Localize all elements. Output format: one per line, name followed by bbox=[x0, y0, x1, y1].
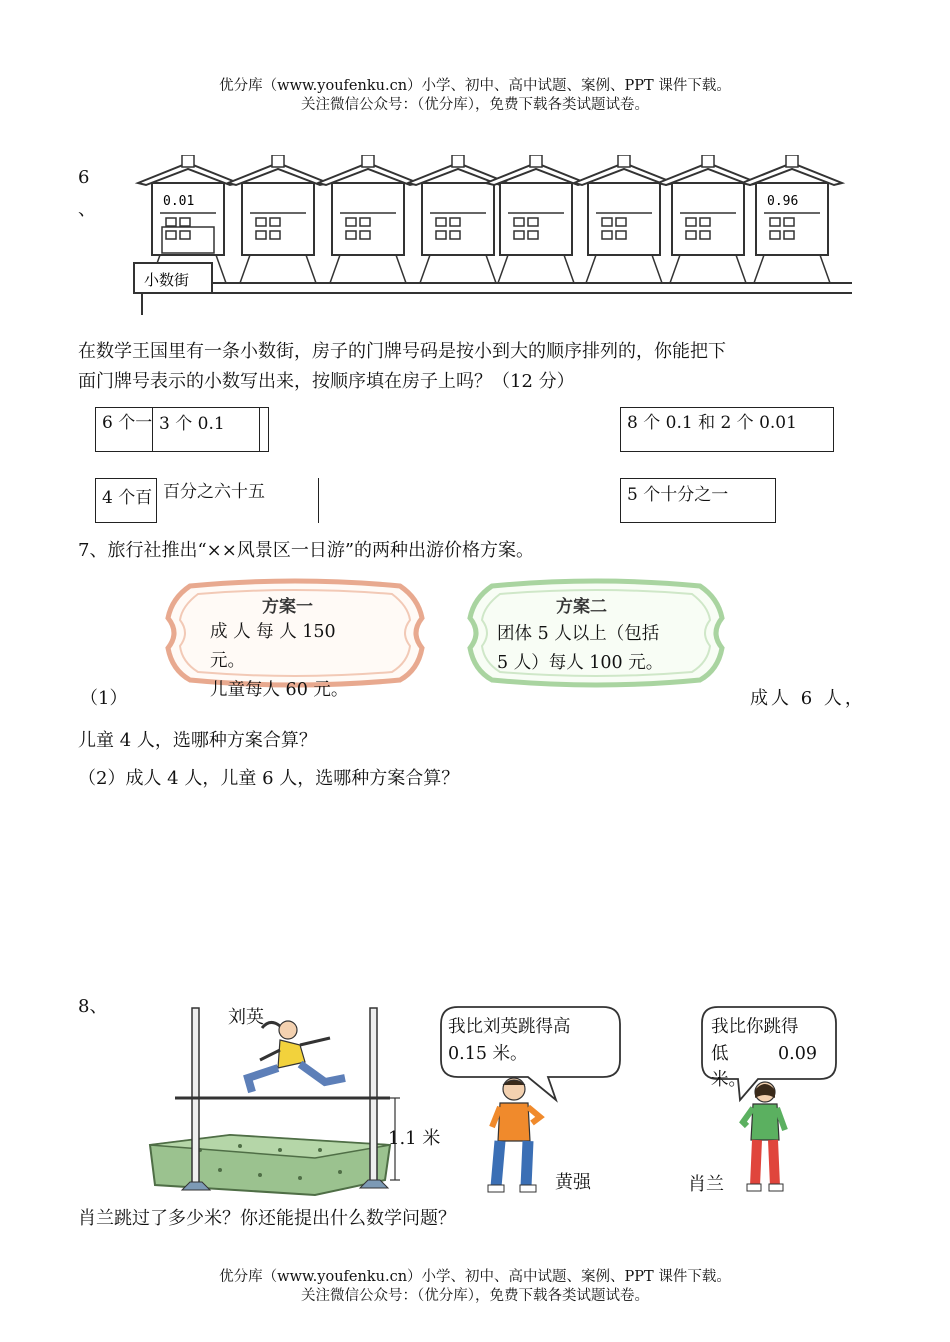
footer-line-1: 优分库（www.youfenku.cn）小学、初中、高中试题、案例、PPT 课件下载。 bbox=[219, 1269, 731, 1285]
house-2 bbox=[228, 155, 328, 283]
answer-box-1-back-text: 6 个一 bbox=[102, 413, 153, 433]
bubble-2-line-1: 我比你跳得 bbox=[711, 1017, 799, 1037]
decimal-street-illustration bbox=[130, 155, 855, 320]
answer-box-4-text: 5 个十分之一 bbox=[627, 485, 729, 505]
header-line-1: 优分库（www.youfenku.cn）小学、初中、高中试题、案例、PPT 课件下载。 bbox=[219, 78, 731, 94]
house-8-number: 0.96 bbox=[767, 194, 799, 209]
plan-1-line-1: 成 人 每 人 150 bbox=[210, 622, 336, 642]
bubble-2-line-2a: 低 bbox=[711, 1044, 729, 1064]
house-8 bbox=[742, 155, 842, 283]
plan-2-title: 方案二 bbox=[556, 597, 607, 617]
house-6 bbox=[574, 155, 674, 283]
q8-number: 8、 bbox=[78, 996, 108, 1017]
plan-2-line-1: 团体 5 人以上（包括 bbox=[497, 624, 660, 644]
q6-number: 6 bbox=[78, 167, 90, 188]
answer-box-3-front-text: 百分之六十五 bbox=[163, 482, 265, 502]
high-jump-illustration bbox=[140, 1000, 460, 1205]
q7-intro: 7、旅行社推出“××风景区一日游”的两种出游价格方案。 bbox=[78, 540, 535, 561]
jumper-liuying bbox=[248, 1021, 345, 1092]
label-liu-ying: 刘英 bbox=[228, 1007, 264, 1028]
header-line-2: 关注微信公众号：（优分库），免费下载各类试题试卷。 bbox=[301, 97, 649, 113]
house-4 bbox=[408, 155, 508, 283]
bubble-2-line-2b: 0.09 bbox=[778, 1044, 817, 1064]
footer-line-2: 关注微信公众号：（优分库），免费下载各类试题试卷。 bbox=[301, 1288, 649, 1304]
q7-part1-continuation: 儿童 4 人，选哪种方案合算？ bbox=[78, 730, 317, 751]
q8-question: 肖兰跳过了多少米？你还能提出什么数学问题？ bbox=[78, 1208, 456, 1229]
q7-part1-right: 成人 6 人， bbox=[750, 688, 866, 709]
bubble-1-line-2: 0.15 米。 bbox=[448, 1044, 528, 1064]
house-5 bbox=[486, 155, 586, 283]
answer-box-4 bbox=[620, 478, 776, 523]
answer-box-3-back-text: 4 个百 bbox=[102, 488, 153, 508]
figure-huangqiang bbox=[480, 1075, 550, 1200]
house-1-number: 0.01 bbox=[163, 194, 195, 209]
house-3 bbox=[318, 155, 418, 283]
q6-text-line-1: 在数学王国里有一条小数街，房子的门牌号码是按小到大的顺序排列的，你能把下 bbox=[78, 341, 726, 362]
answer-box-1-front-text: 3 个 0.1 bbox=[159, 414, 225, 434]
plan-1-title: 方案一 bbox=[262, 597, 313, 617]
figure-xiaolan bbox=[735, 1078, 795, 1200]
house-7 bbox=[658, 155, 758, 283]
answer-box-1-front bbox=[152, 407, 260, 452]
q6-text-line-2: 面门牌号表示的小数写出来，按顺序填在房子上吗？（12 分） bbox=[78, 371, 575, 392]
answer-box-3-front bbox=[156, 478, 318, 523]
label-height: 1.1 米 bbox=[388, 1128, 441, 1149]
plan-1-line-2: 元。 bbox=[210, 651, 245, 671]
bubble-2-line-3: 米。 bbox=[711, 1070, 746, 1090]
label-huang-qiang: 黄强 bbox=[555, 1172, 591, 1193]
plan-2-line-2: 5 人）每人 100 元。 bbox=[497, 653, 664, 673]
answer-box-2 bbox=[620, 407, 834, 452]
q7-part2: （2）成人 4 人，儿童 6 人，选哪种方案合算？ bbox=[78, 768, 460, 789]
q6-number-punct: 、 bbox=[78, 199, 96, 220]
label-xiao-lan: 肖兰 bbox=[688, 1174, 724, 1195]
plan-1-line-3: 儿童每人 60 元。 bbox=[210, 680, 349, 700]
q7-part1-prefix: （1） bbox=[80, 688, 128, 709]
bubble-1-line-1: 我比刘英跳得高 bbox=[448, 1017, 571, 1037]
answer-box-2-text: 8 个 0.1 和 2 个 0.01 bbox=[627, 413, 797, 433]
street-sign-text: 小数街 bbox=[144, 271, 190, 289]
